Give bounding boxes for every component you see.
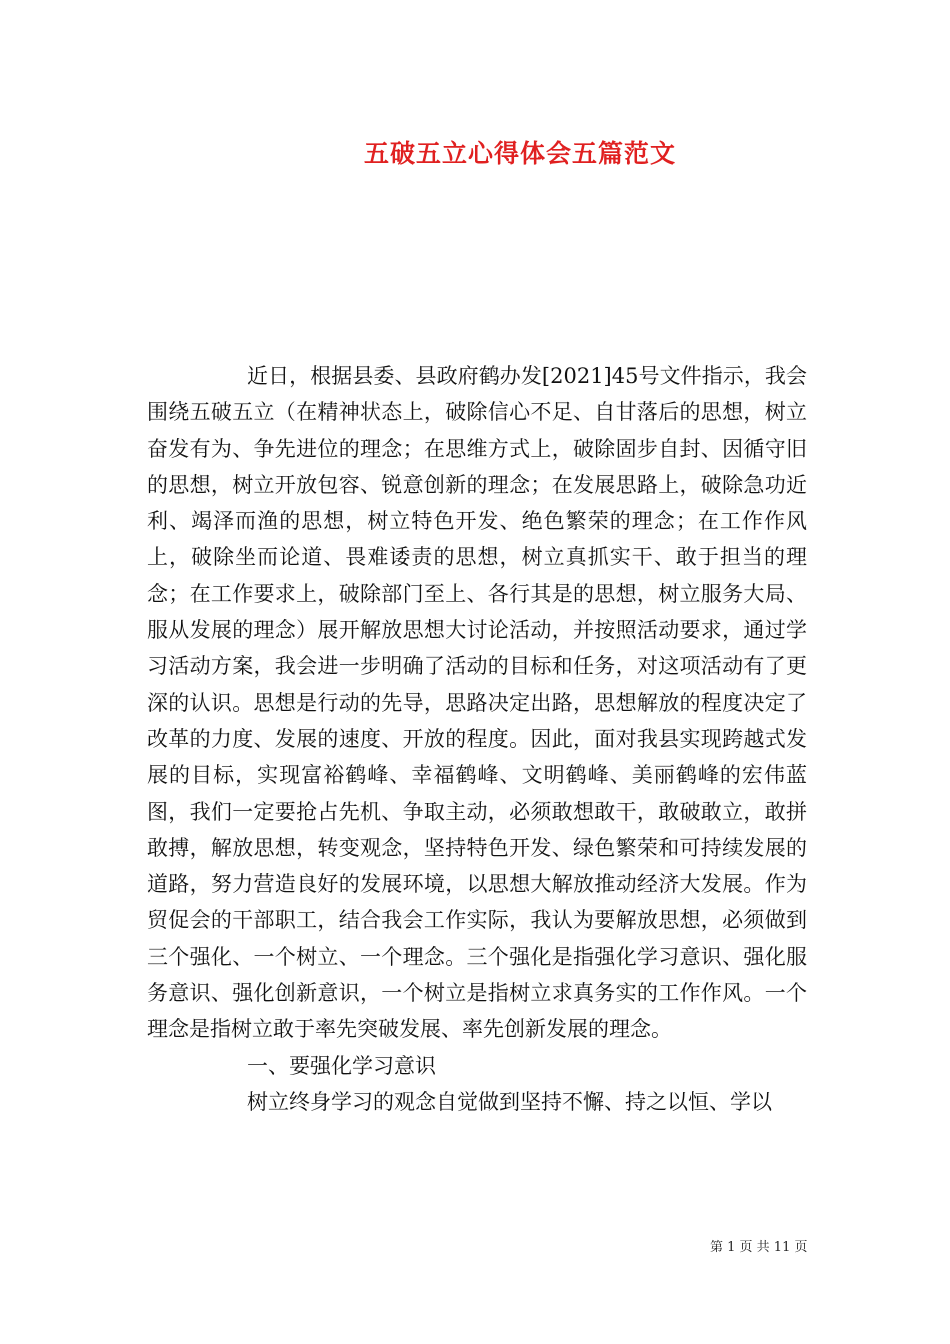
body-paragraph: 近日，根据县委、县政府鹤办发[2021]45号文件指示，我会围绕五破五立（在精神状态上，破除信心不足、自甘落后的思想，树立奋发有为、争先进位的理念；在思维方式上，破除固步自封、因循守旧的思想，树立开放包容、锐意创新的理念；在发展思路上，破除急功近利、竭泽而渔的思想，树立特色开发、绝色繁荣的理念；在工作作风上，破除坐而论道、畏难诿责的思想，树立真抓实干、敢于担当的理念；在工作要求上，破除部门至上、各行其是的思想，树立服务大局、服从发展的理念）展开解放思想大讨论活动，并按照活动要求，通过学习活动方案，我会进一步明确了活动的目标和任务，对这项活动有了更深的认识。思想是行动的先导，思路决定出路，思想解放的程度决定了改革的力度、发展的速度、开放的程度。因此，面对我县实现跨越式发展的目标，实现富裕鹤峰、幸福鹤峰、文明鹤峰、美丽鹤峰的宏伟蓝图，我们一定要抢占先机、争取主动，必须敢想敢干，敢破敢立，敢拼敢搏，解放思想，转变观念，坚持特色开发、绿色繁荣和可持续发展的道路，努力营造良好的发展环境，以思想大解放推动经济大发展。作为贸促会的干部职工，结合我会工作实际，我认为要解放思想，必须做到三个强化、一个树立、一个理念。三个强化是指强化学习意识、强化服务意识、强化创新意识，一个树立是指树立求真务实的工作作风。一个理念是指树立敢于率先突破发展、率先创新发展的理念。: [147, 364, 807, 1042]
page-number: 第 1 页 共 11 页: [710, 1240, 808, 1255]
section-heading: 一、要强化学习意识: [247, 1053, 436, 1078]
section-paragraph: 树立终身学习的观念自觉做到坚持不懈、持之以恒、学以: [247, 1089, 772, 1114]
document-title: 五破五立心得体会五篇范文: [363, 139, 676, 168]
document-body: [147, 358, 807, 1120]
